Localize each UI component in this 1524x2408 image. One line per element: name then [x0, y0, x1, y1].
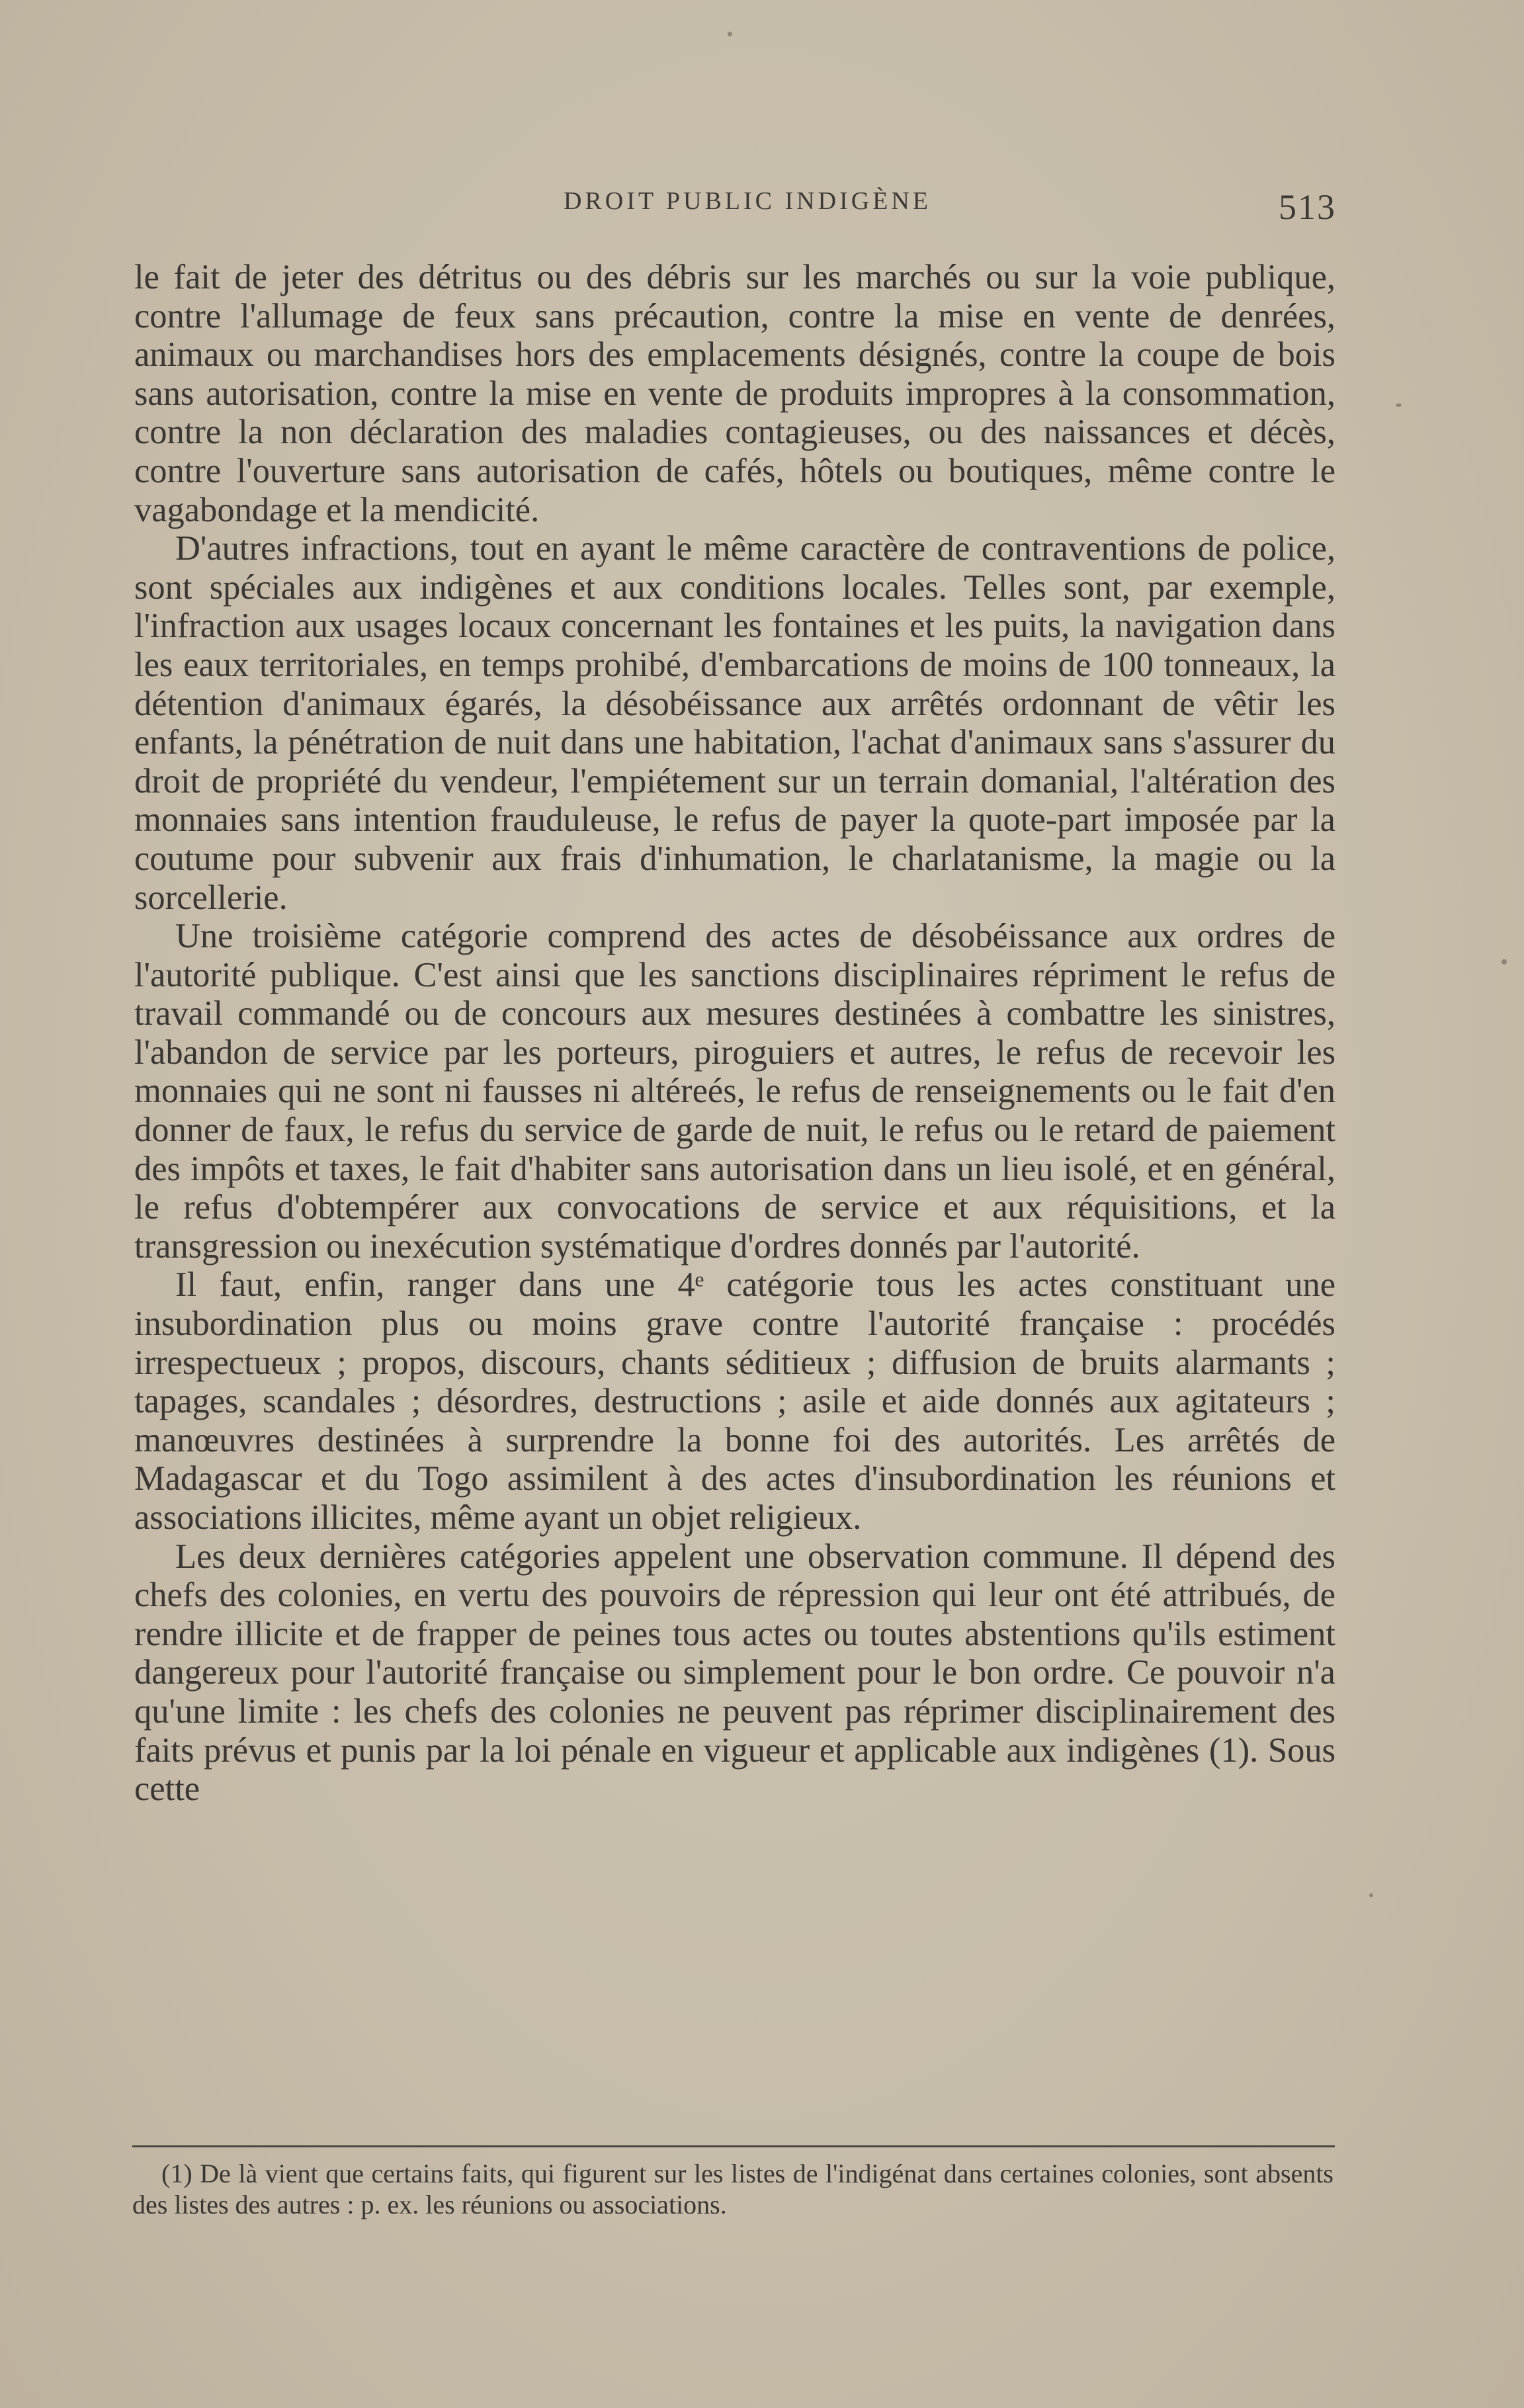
paper-speck — [1369, 1893, 1373, 1897]
paragraph-3: Une troisième catégorie comprend des actes de désobéissance aux ordres de l'autorité publique. C'est ainsi que les sanctions disciplinaires répriment le refus de travail commandé ou de concours aux mesures destinées à combattre les sinistres, l'abandon de service par les porteurs, piroguiers et autres, le refus de recevoir les monnaies qui ne sont ni fausses ni altéreés, le refus de renseignements ou le fait d'en donner de faux, le refus du service de garde de nuit, le refus ou le retard de paiement des impôts et taxes, le fait d'habiter sans autorisation dans un lieu isolé, et en général, le refus d'obtempérer aux convocations de service et aux réquisitions, et la transgression ou inexécution systématique d'ordres donnés par l'autorité. — [134, 917, 1335, 1266]
paper-speck — [1396, 404, 1402, 407]
paragraph-2: D'autres infractions, tout en ayant le même caractère de contraventions de police, sont spéciales aux indigènes et aux conditions locales. Telles sont, par exemple, l'infraction aux usages locaux concernant les fontaines et les puits, la navigation dans les eaux territoriales, en temps prohibé, d'embarcations de moins de 100 tonneaux, la détention d'animaux égarés, la désobéissance aux arrêtés ordonnant de vêtir les enfants, la pénétration de nuit dans une habitation, l'achat d'animaux sans s'assurer du droit de propriété du vendeur, l'empiétement sur un terrain domanial, l'altération des monnaies sans intention frauduleuse, le refus de payer la quote-part imposée par la coutume pour subvenir aux frais d'inhumation, le charlatanisme, la magie ou la sorcellerie. — [134, 529, 1335, 917]
page-number: 513 — [1279, 187, 1336, 227]
paragraph-5: Les deux dernières catégories appelent une observation commune. Il dépend des chefs des colonies, en vertu des pouvoirs de répression qui leur ont été attribués, de rendre illicite et de frapper de peines tous actes ou toutes abstentions qu'ils estiment dangereux pour l'autorité française ou simplement pour le bon ordre. Ce pouvoir n'a qu'une limite : les chefs des colonies ne peuvent pas réprimer disciplinairement des faits prévus et punis par la loi pénale en vigueur et applicable aux indigènes (1). Sous cette — [134, 1537, 1335, 1809]
body-text — [134, 258, 1335, 1809]
running-title: DROIT PUBLIC INDIGÈNE — [563, 187, 932, 215]
paper-speck — [1502, 959, 1507, 965]
footnote: (1) De là vient que certains faits, qui figurent sur les listes de l'indigénat dans certaines colonies, sont absents des listes des autres : p. ex. les réunions ou associations. — [132, 2159, 1334, 2219]
paragraph-4: Il faut, enfin, ranger dans une 4ᵉ catégorie tous les actes constituant une insubordination plus ou moins grave contre l'autorité française : procédés irrespectueux ; propos, discours, chants séditieux ; diffusion de bruits alarmants ; tapages, scandales ; désordres, destructions ; asile et aide donnés aux agitateurs ; manœuvres destinées à surprendre la bonne foi des autorités. Les arrêtés de Madagascar et du Togo assimilent à des actes d'insubordination les réunions et associations illicites, même ayant un objet religieux. — [134, 1266, 1335, 1537]
paragraph-1: le fait de jeter des détritus ou des débris sur les marchés ou sur la voie publique, contre l'allumage de feux sans précaution, contre la mise en vente de denrées, animaux ou marchandises hors des emplacements désignés, contre la coupe de bois sans autorisation, contre la mise en vente de produits impropres à la consommation, contre la non déclaration des maladies contagieuses, ou des naissances et décès, contre l'ouverture sans autorisation de cafés, hôtels ou boutiques, même contre le vagabondage et la mendicité. — [134, 258, 1335, 529]
paper-speck — [728, 32, 732, 36]
footnote-divider — [132, 2145, 1335, 2147]
page-header — [132, 187, 1336, 233]
